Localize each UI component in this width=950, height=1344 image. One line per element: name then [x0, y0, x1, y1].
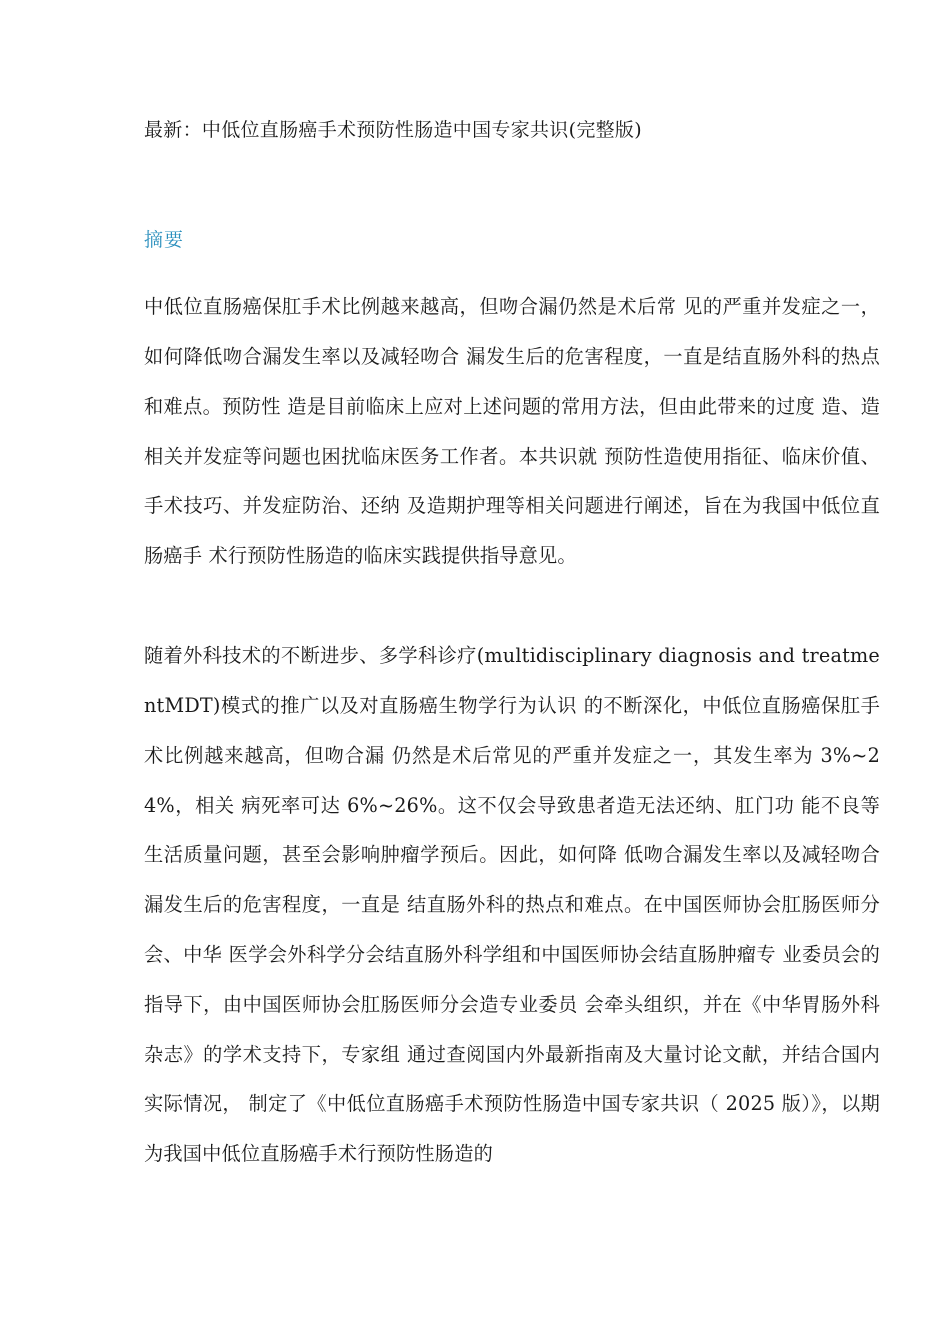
document-title: 最新：中低位直肠癌手术预防性肠造中国专家共识(完整版) — [144, 119, 642, 141]
body-paragraph: 随着外科技术的不断进步、多学科诊疗(multidisciplinary diagnosis and treatmentMDT)模式的推广以及对直肠癌生物学行为认识 的不断深化，中低位直肠癌保肛手术比例越来越高，但吻合漏 仍然是术后常见的严重并发症之一，其发生率为 3%~24%，相关 病死率可达 6%~26%。这不仅会导致患者造无法还纳、肛门功 能不良等生活质量问题，甚至会影响肿瘤学预后。因此，如何降 低吻合漏发生率以及减轻吻合漏发生后的危害程度，一直是 结直肠外科的热点和难点。在中国医师协会肛肠医师分会、中华 医学会外科学分会结直肠外科学组和中国医师协会结直肠肿瘤专 业委员会的指导下，由中国医师协会肛肠医师分会造专业委员 会牵头组织，并在《中华胃肠外科杂志》的学术支持下，专家组 通过查阅国内外最新指南及大量讨论文献，并结合国内实际情况， 制定了《中低位直肠癌手术预防性肠造中国专家共识（ 2025 版）》，以期为我国中低位直肠癌手术行预防性肠造的 — [144, 644, 880, 1166]
abstract-heading: 摘要 — [144, 229, 185, 251]
abstract-paragraph: 中低位直肠癌保肛手术比例越来越高，但吻合漏仍然是术后常 见的严重并发症之一，如何降低吻合漏发生率以及减轻吻合 漏发生后的危害程度，一直是结直肠外科的热点和难点。预防性 造是目前临床上应对上述问题的常用方法，但由此带来的过度 造、造相关并发症等问题也困扰临床医务工作者。本共识就 预防性造使用指征、临床价值、手术技巧、并发症防治、还纳 及造期护理等相关问题进行阐述，旨在为我国中低位直肠癌手 术行预防性肠造的临床实践提供指导意见。 — [144, 295, 880, 568]
